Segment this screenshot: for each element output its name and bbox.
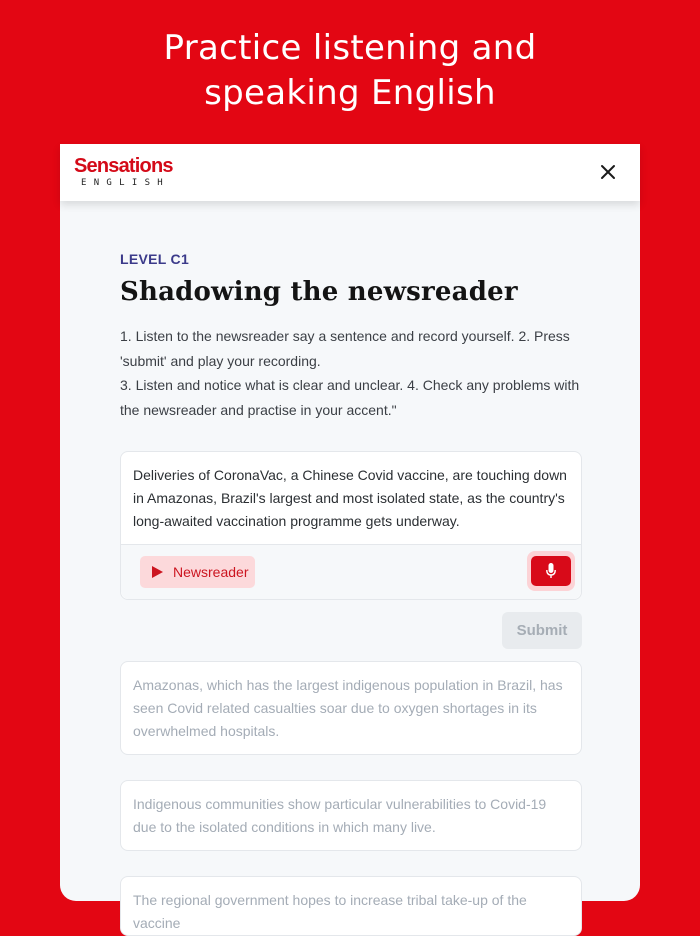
sentence-text: The regional government hopes to increase tribal take-up of the vaccine xyxy=(133,892,527,931)
sentence-text: Indigenous communities show particular vulnerabilities to Covid-19 due to the isolated conditions in which many live. xyxy=(133,796,547,835)
instructions xyxy=(120,324,582,422)
close-button[interactable] xyxy=(594,158,622,186)
sentence-text: Deliveries of CoronaVac, a Chinese Covid vaccine, are touching down in Amazonas, Brazil's largest and most isolated state, as the country's long-awaited vaccination programme gets underway. xyxy=(133,467,567,529)
submit-button[interactable]: Submit xyxy=(502,612,582,649)
play-icon xyxy=(152,566,163,578)
newsreader-play-button[interactable] xyxy=(140,556,255,588)
active-sentence-card xyxy=(120,451,582,600)
sentence-controls xyxy=(121,544,581,599)
close-icon xyxy=(600,164,616,180)
level-label: LEVEL C1 xyxy=(120,251,190,267)
promo-headline xyxy=(0,26,700,116)
record-button[interactable] xyxy=(531,556,571,586)
sensations-english-logo: Sensations ENGLISH xyxy=(74,155,173,188)
microphone-icon xyxy=(546,563,556,579)
instructions-part-1: 1. Listen to the newsreader say a sentence and record yourself. 2. Press 'submit' and play your recording. xyxy=(120,328,570,369)
lesson-title: Shadowing the newsreader xyxy=(120,277,518,307)
newsreader-label: Newsreader xyxy=(173,564,249,580)
record-button-highlight xyxy=(527,551,575,591)
promo-line-2: speaking English xyxy=(204,73,496,113)
sentence-card[interactable] xyxy=(120,876,582,936)
sentence-text: Amazonas, which has the largest indigenous population in Brazil, has seen Covid related casualties soar due to oxygen shortages in its overwhelmed hospitals. xyxy=(133,677,563,739)
sentence-card[interactable] xyxy=(120,780,582,851)
promo-line-1: Practice listening and xyxy=(163,28,537,68)
instructions-part-2: 3. Listen and notice what is clear and unclear. 4. Check any problems with the newsreader and practise in your accent." xyxy=(120,377,580,418)
lesson-card xyxy=(60,144,640,931)
card-header xyxy=(60,144,640,201)
sentence-card[interactable] xyxy=(120,661,582,755)
